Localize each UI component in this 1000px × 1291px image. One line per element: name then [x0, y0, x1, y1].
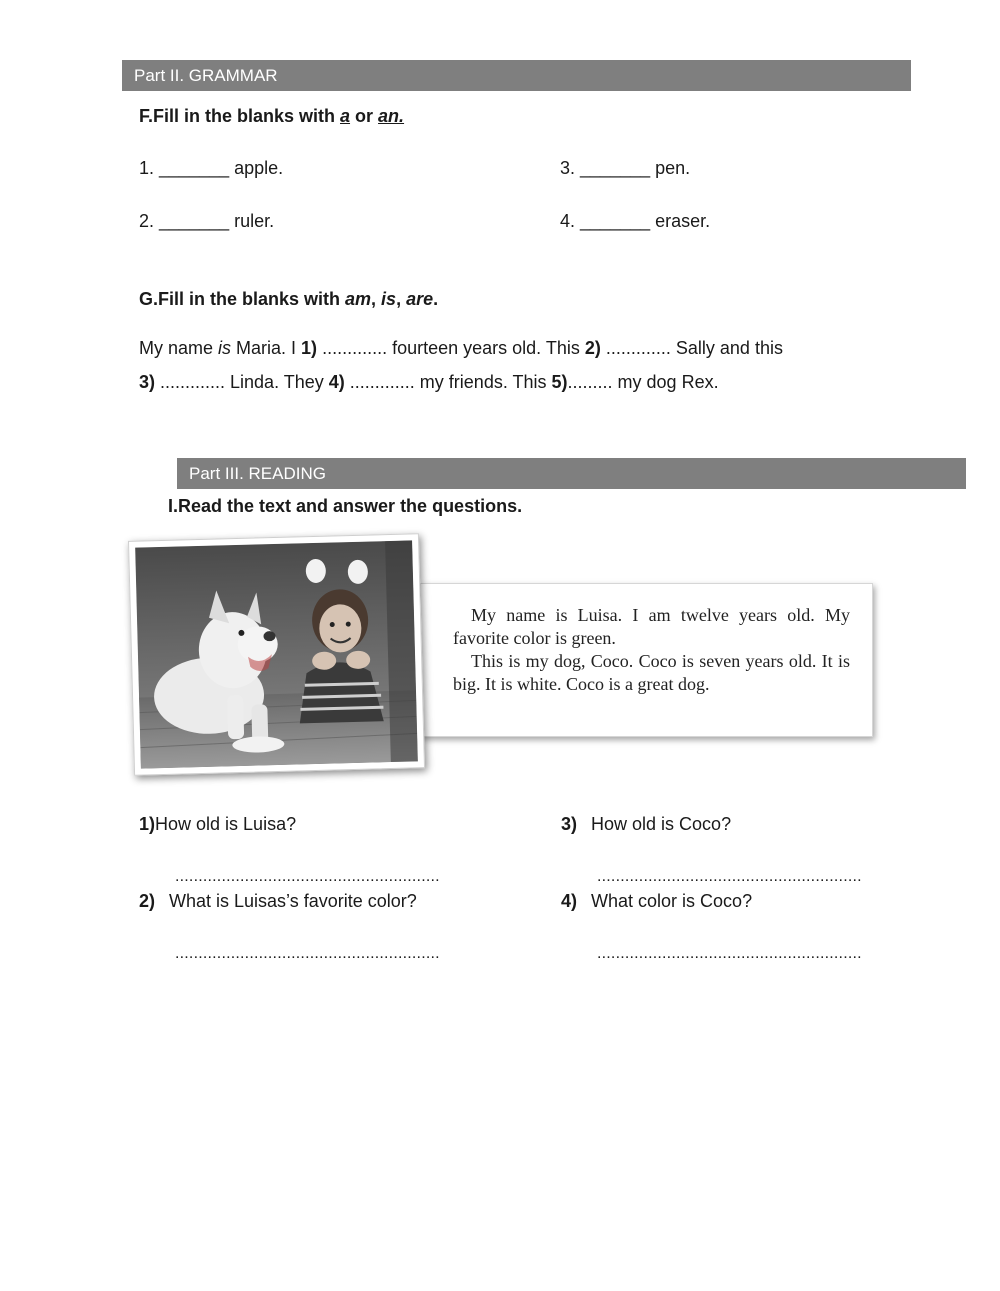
answer-line-3[interactable]: ......................................................... [597, 868, 862, 885]
photo-girl-and-dog [128, 533, 425, 776]
exercise-f-item-2[interactable]: 2. _______ ruler. [139, 211, 275, 231]
answer-line-1[interactable]: ......................................................... [175, 868, 440, 885]
blank: _______ [159, 158, 230, 178]
grammar-section-bar [122, 60, 911, 91]
exercise-g-line-1[interactable]: My name is Maria. I 1) ............. fourteen years old. This 2) ............. Sally and this [139, 338, 783, 358]
reading-text-p1: My name is Luisa. I am twelve years old. My favorite color is green. [453, 605, 850, 648]
option-a: a [340, 106, 351, 126]
reading-text-box [420, 583, 873, 737]
question-4: 4) What color is Coco? [561, 891, 753, 911]
girl-and-dog-illustration [135, 540, 418, 768]
exercise-f-item-1[interactable]: 1. _______ apple. [139, 158, 284, 178]
reading-section-title: Part III. READING [189, 464, 326, 483]
exercise-f-item-4[interactable]: 4. _______ eraser. [560, 211, 711, 231]
blank: _______ [159, 211, 230, 231]
option-an: an. [378, 106, 405, 126]
blank: _______ [580, 211, 651, 231]
exercise-f-item-3[interactable]: 3. _______ pen. [560, 158, 691, 178]
exercise-f-heading: F.Fill in the blanks with a or an. [139, 106, 405, 126]
reading-section-bar [177, 458, 966, 489]
question-3: 3) How old is Coco? [561, 814, 732, 834]
answer-line-4[interactable]: ......................................................... [597, 945, 862, 962]
grammar-section-title: Part II. GRAMMAR [134, 66, 278, 85]
question-1: 1)How old is Luisa? [139, 814, 297, 834]
reading-heading: I.Read the text and answer the questions. [168, 496, 523, 516]
exercise-g-line-2[interactable]: 3) ............. Linda. They 4) ............. my friends. This 5)......... my dog Rex. [139, 372, 719, 392]
answer-line-2[interactable]: ......................................................... [175, 945, 440, 962]
exercise-g-heading: G.Fill in the blanks with am, is, are. [139, 289, 439, 309]
reading-text-p2: This is my dog, Coco. Coco is seven years old. It is big. It is white. Coco is a great dog. [453, 651, 850, 694]
photo-image [135, 540, 418, 768]
question-2: 2) What is Luisas’s favorite color? [139, 891, 417, 911]
blank: _______ [580, 158, 651, 178]
